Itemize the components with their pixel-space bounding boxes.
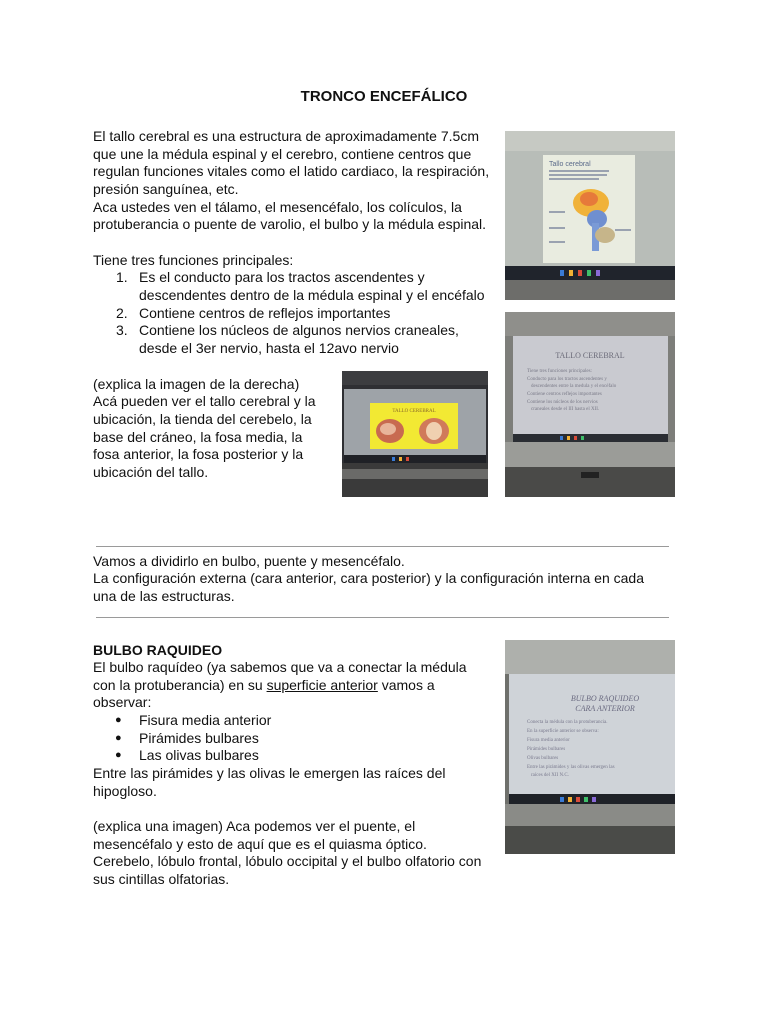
- slide-bullet: descendentes entre la medula y el encéfalo: [531, 384, 617, 389]
- intro-line: presión sanguínea, etc.: [93, 181, 239, 197]
- divider: [96, 546, 669, 547]
- slide-photo: [505, 640, 675, 854]
- slide-title: BULBO RAQUIDEO: [570, 694, 640, 703]
- slide-photo: [505, 312, 675, 497]
- explain-line: base del cráneo, la fosa media, la: [93, 429, 303, 445]
- functions-heading: Tiene tres funciones principales:: [93, 252, 294, 268]
- list-number: 1.: [116, 269, 128, 285]
- list-item: Contiene centros de reflejos importantes: [139, 305, 391, 321]
- slide-bullet: Fisura media anterior: [527, 738, 570, 743]
- list-item: Es el conducto para los tractos ascendentes y: [139, 269, 425, 285]
- slide-bullet: Contiene centros reflejos importantes: [527, 392, 602, 397]
- slide-bullet: Conducto para los tractos ascendentes y: [527, 377, 607, 382]
- intro-line: El tallo cerebral es una estructura de aproximadamente 7.5cm: [93, 128, 479, 144]
- slide-subtitle: CARA ANTERIOR: [575, 704, 635, 713]
- slide-photo: [505, 131, 675, 300]
- explain-line: (explica una imagen) Aca podemos ver el puente, el: [93, 818, 416, 834]
- bullet-glyph: ●: [115, 732, 122, 744]
- divide-line: una de las estructuras.: [93, 588, 235, 604]
- slide-title: TALLO CEREBRAL: [555, 351, 625, 360]
- bulbo-text: vamos a: [377, 677, 435, 693]
- slide-bullet: raíces del XII N.C.: [531, 773, 569, 778]
- slide-bullet: craneales desde el III hasta el XII.: [531, 407, 600, 412]
- divide-line: La configuración externa (cara anterior, cara posterior) y la configuración interna en cada: [93, 570, 644, 586]
- slide-photo: [342, 371, 488, 497]
- explain-line: sus cintillas olfatorias.: [93, 871, 230, 887]
- list-item: descendentes dentro de la médula espinal y el encéfalo: [139, 287, 485, 303]
- underlined-term: superficie anterior: [266, 677, 378, 693]
- bullet-item: Las olivas bulbares: [139, 747, 259, 763]
- bullet-item: Pirámides bulbares: [139, 730, 259, 746]
- bulbo-line: Entre las pirámides y las olivas le emergen las raíces del: [93, 765, 446, 781]
- intro-line: Aca ustedes ven el tálamo, el mesencéfalo, los colículos, la: [93, 199, 462, 215]
- bulbo-text: con la protuberancia) en su: [93, 677, 267, 693]
- divide-line: Vamos a dividirlo en bulbo, puente y mesencéfalo.: [93, 553, 405, 569]
- bulbo-line: hipogloso.: [93, 783, 157, 799]
- explain-line: Cerebelo, lóbulo frontal, lóbulo occipital y el bulbo olfatorio con: [93, 853, 482, 869]
- page-title: TRONCO ENCEFÁLICO: [300, 88, 468, 105]
- intro-line: protuberancia o puente de varolio, el bulbo y la médula espinal.: [93, 216, 487, 232]
- slide-bullet: Contiene los núcleos de los nervios: [527, 400, 598, 405]
- slide-bullet: En la superficie anterior se observa:: [527, 729, 599, 734]
- explain-line: fosa anterior, la fosa posterior y la: [93, 446, 304, 462]
- slide-bullet: Conecta la médula con la protuberancia.: [527, 720, 608, 725]
- explain-line: (explica la imagen de la derecha): [93, 376, 300, 392]
- explain-line: Acá pueden ver el tallo cerebral y la: [93, 393, 316, 409]
- slide-bullet: Tiene tres funciones principales:: [527, 369, 592, 374]
- slide-bullet: Pirámides bulbares: [527, 747, 566, 752]
- intro-line: que une la médula espinal y el cerebro, contiene centros que: [93, 146, 472, 162]
- list-number: 3.: [116, 322, 128, 338]
- bulbo-line: observar:: [93, 694, 152, 710]
- list-item: Contiene los núcleos de algunos nervios craneales,: [139, 322, 459, 338]
- list-item: desde el 3er nervio, hasta el 12avo nervio: [139, 340, 399, 356]
- divider: [96, 617, 669, 618]
- bullet-glyph: ●: [115, 749, 122, 761]
- section-heading: BULBO RAQUIDEO: [93, 642, 223, 658]
- slide-title: Tallo cerebral: [549, 161, 591, 168]
- bullet-item: Fisura media anterior: [139, 712, 272, 728]
- slide-title: TALLO CEREBRAL: [392, 409, 436, 414]
- intro-line: regulan funciones vitales como el latido cardiaco, la respiración,: [93, 163, 490, 179]
- bulbo-line: El bulbo raquídeo (ya sabemos que va a conectar la médula: [93, 659, 467, 675]
- explain-line: mesencéfalo y esto de aquí que es el quiasma óptico.: [93, 836, 427, 852]
- explain-line: ubicación, la tienda del cerebelo, la: [93, 411, 312, 427]
- explain-line: ubicación del tallo.: [93, 464, 209, 480]
- bulbo-line: [93, 677, 435, 695]
- slide-bullet: Olivas bulbares: [527, 756, 559, 761]
- bullet-glyph: ●: [115, 714, 122, 726]
- slide-bullet: Entre las pirámides y las olivas emergen las: [527, 765, 615, 770]
- list-number: 2.: [116, 305, 128, 321]
